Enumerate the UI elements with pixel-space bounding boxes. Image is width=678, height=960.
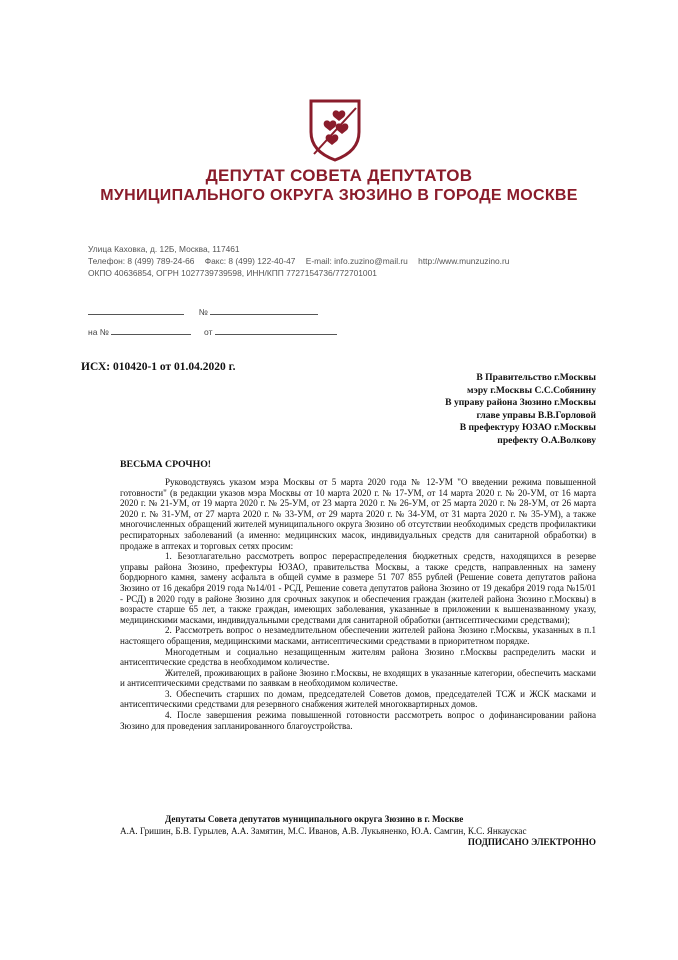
body-paragraph: Многодетным и социально незащищенным жителям района Зюзино г.Москвы распределить маски и антисептические средства в необходимом количестве.: [120, 646, 596, 668]
body-paragraph: 3. Обеспечить старших по домам, председателей Советов домов, председателей ТСЖ и ЖСК масками и антисептическими средствами для резервного снабжения жителей многоквартирных домов.: [120, 688, 596, 710]
reference-no-label: №: [198, 307, 208, 317]
header-codes: ОКПО 40636854, ОГРН 1027739739598, ИНН/КПП 7727154736/772701001: [88, 268, 377, 278]
reference-from-line: [215, 325, 337, 335]
addressee-line: главе управы В.В.Горловой: [476, 409, 596, 421]
header-contacts: [88, 256, 509, 266]
body-paragraph: 4. После завершения режима повышенной готовности рассмотреть вопрос о дофинансировании района Зюзино для проведения запланированного благоустройства.: [120, 710, 596, 731]
addressee-line: В префектуру ЮЗАО г.Москвы: [459, 422, 596, 434]
header-phone: Телефон: 8 (499) 789-24-66: [88, 256, 195, 266]
body-paragraph: Жителей, проживающих в районе Зюзино г.Москвы, не входящих в указанные категории, обеспечить масками и антисептическими средствами по заявкам в необходимом количестве.: [120, 667, 596, 689]
addressee-line: В управу района Зюзино г.Москвы: [445, 397, 596, 409]
reference-number-line: [210, 305, 318, 315]
body-paragraph: Руководствуясь указом мэра Москвы от 5 марта 2020 года № 12-УМ "О введении режима повышенной готовности" (в редакции указов мэра Москвы от 10 марта 2020 г. № 17-УМ, от 14 марта 2020 г. № 20-УМ, от 16 марта 2020 г. № 21-УМ, от 19 марта 2020 г. № 25-УМ, от 23 марта 2020 г. № 26-УМ, от 25 марта 2020 г. № 28-УМ, от 26 марта 2020 г. № 31-УМ, от 27 марта 2020 г. № 33-УМ, от 29 марта 2020 г. № 34-УМ, от 31 марта 2020 г. № 35-УМ), а также многочисленных обращений жителей муниципального округа Зюзино об отсутствии необходимых средств профилактики респираторных заболеваний (а именно: медицинских масок, индивидуальных средств для санитарной обработки) в продаже в аптеках и торговых сетях просим:: [120, 477, 596, 551]
letter-body: [120, 477, 596, 731]
reference-on-no-line: [111, 325, 191, 335]
reference-row-1: [88, 305, 318, 317]
header-site: http://www.munzuzino.ru: [418, 256, 510, 266]
signed-electronically: ПОДПИСАНО ЭЛЕКТРОННО: [467, 837, 596, 847]
coat-of-arms-emblem: [308, 98, 362, 162]
reference-row-2: [88, 325, 337, 337]
header-email: E-mail: info.zuzino@mail.ru: [305, 256, 408, 266]
addressee-line: В Правительство г.Москвы: [476, 372, 596, 383]
urgent-heading: ВЕСЬМА СРОЧНО!: [120, 459, 212, 470]
outgoing-number: ИСХ: 010420-1 от 01.04.2020 г.: [81, 361, 236, 373]
addressee-line: мэру г.Москвы С.С.Собянину: [467, 384, 596, 396]
addressee-line: префекту О.А.Волкову: [497, 434, 596, 446]
addressee-block: [296, 372, 596, 448]
header-title-line2: МУНИЦИПАЛЬНОГО ОКРУГА ЗЮЗИНО В ГОРОДЕ МОСКВЕ: [100, 187, 578, 204]
reference-from-label: от: [204, 327, 213, 337]
header-fax: Факс: 8 (499) 122-40-47: [204, 256, 296, 266]
body-paragraph: 2. Рассмотреть вопрос о незамедлительном обеспечении жителей района Зюзино г.Москвы, указанных в п.1 настоящего обращения, медицинскими масками, антисептическими средствами в приоритетном порядке.: [120, 625, 596, 646]
header-address: Улица Каховка, д. 12Б, Москва, 117461: [88, 244, 240, 254]
reference-date-line: [88, 305, 184, 315]
signature-names: А.А. Гришин, Б.В. Гурылев, А.А. Замятин, М.С. Иванов, А.В. Лукьяненко, Ю.А. Самгин, К.С. Янкаускас: [120, 825, 527, 836]
signature-heading: Депутаты Совета депутатов муниципального округа Зюзино в г. Москве: [165, 814, 464, 824]
body-paragraph: 1. Безотлагательно рассмотреть вопрос перераспределения бюджетных средств, находящихся в резерве управы района Зюзино, префектуры ЮЗАО, правительства Москвы, а также средств, направленных на замену бордюрного камня, замену асфальта в общей сумме в размере 51 707 855 рублей (Решение совета депутатов района Зюзино от 16 декабря 2019 года №14/01 - РСД, Решение совета депутатов района Зюзино от 19 декабря 2019 года №15/01 - РСД) в 2020 году в районе Зюзино для срочных закупок и обеспечения граждан (жителей района Зюзино г.Москвы) в возрасте старше 65 лет, а также граждан, имеющих заболевания, указанные в приложении к вышеназванному указу, медицинскими масками, индивидуальными средствами для санитарной обработки (антисептическими средствами);: [120, 551, 596, 625]
header-title-line1: ДЕПУТАТ СОВЕТА ДЕПУТАТОВ: [205, 166, 473, 185]
reference-on-no-label: на №: [88, 327, 109, 337]
signature-block: [120, 814, 596, 849]
